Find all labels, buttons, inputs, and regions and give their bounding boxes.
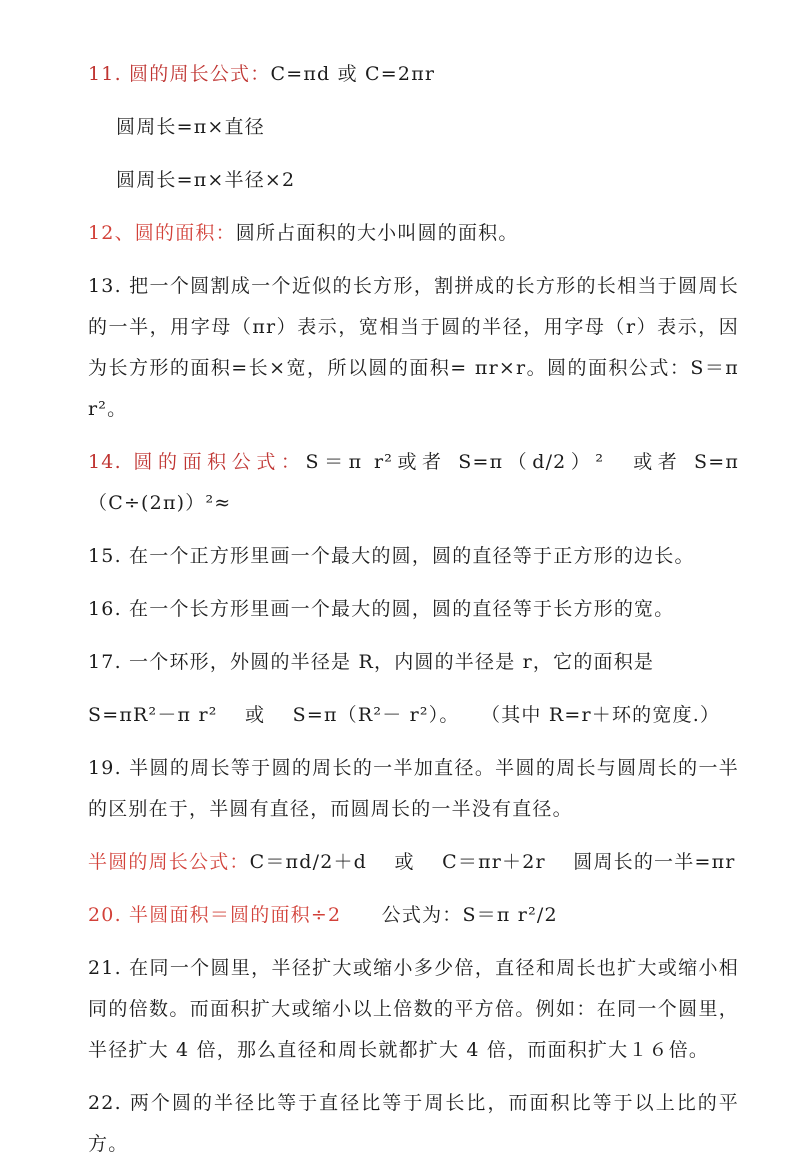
heading-text-run: 半圆的周长公式： xyxy=(88,851,250,873)
heading-text-run: 12、圆的面积： xyxy=(88,222,236,244)
body-text-run: 圆周长=π×直径 xyxy=(116,116,265,138)
body-text-run: 公式为：S＝π r²/2 xyxy=(341,904,558,926)
item-12-circle-area-definition xyxy=(88,213,739,254)
body-text-run: S＝π r²或者 S=π（d/2）² 或者 S=π（C÷(2π)）²≈ xyxy=(88,451,739,514)
document-body xyxy=(88,54,739,1165)
body-text-run: 21. 在同一个圆里，半径扩大或缩小多少倍，直径和周长也扩大或缩小相同的倍数。而面积扩大或缩小以上倍数的平方倍。例如：在同一个圆里，半径扩大 4 倍，那么直径和周长就都扩大 4 倍，而面积扩大１６倍。 xyxy=(88,957,739,1061)
item-11-sub-circumference-diameter xyxy=(88,107,739,148)
heading-text-run: 11. 圆的周长公式： xyxy=(88,63,271,85)
body-text-run: 22. 两个圆的半径比等于直径比等于周长比，而面积比等于以上比的平方。 xyxy=(88,1092,739,1155)
item-15-largest-circle-in-square xyxy=(88,536,739,577)
item-17-ring-area xyxy=(88,642,739,683)
heading-text-run: 20. 半圆面积＝圆的面积÷2 xyxy=(88,904,342,926)
heading-text-run: 14. 圆的面积公式： xyxy=(88,451,306,473)
item-11-circle-circumference-formula xyxy=(88,54,739,95)
item-11-sub-circumference-radius xyxy=(88,160,739,201)
item-13-circle-to-rectangle xyxy=(88,266,739,430)
body-text-run: C=πd 或 C=2πr xyxy=(270,63,436,85)
body-text-run: 13. 把一个圆割成一个近似的长方形，割拼成的长方形的长相当于圆周长的一半，用字母（πr）表示，宽相当于圆的半径，用字母（r）表示，因为长方形的面积=长×宽，所以圆的面积= πr×r。圆的面积公式：S＝π r²。 xyxy=(88,275,739,420)
body-text-run: 圆周长=π×半径×2 xyxy=(116,169,296,191)
item-21-scaling-circle xyxy=(88,948,739,1071)
item-20-semicircle-area xyxy=(88,895,739,936)
body-text-run: C＝πd/2＋d 或 C＝πr＋2r 圆周长的一半=πr xyxy=(249,851,736,873)
body-text-run: 圆所占面积的大小叫圆的面积。 xyxy=(235,222,519,244)
item-22-ratio-of-circles xyxy=(88,1083,739,1165)
body-text-run: 16. 在一个长方形里画一个最大的圆，圆的直径等于长方形的宽。 xyxy=(88,598,675,620)
item-19-semicircle-perimeter xyxy=(88,748,739,830)
item-16-largest-circle-in-rectangle xyxy=(88,589,739,630)
body-text-run: S=πR²－π r² 或 S=π（R²－ r²）。 （其中 R=r＋环的宽度.） xyxy=(88,704,721,726)
semicircle-perimeter-formula xyxy=(88,842,739,883)
item-17-ring-area-formula xyxy=(88,695,739,736)
body-text-run: 19. 半圆的周长等于圆的周长的一半加直径。半圆的周长与圆周长的一半的区别在于，半圆有直径，而圆周长的一半没有直径。 xyxy=(88,757,739,820)
body-text-run: 15. 在一个正方形里画一个最大的圆，圆的直径等于正方形的边长。 xyxy=(88,545,695,567)
body-text-run: 17. 一个环形，外圆的半径是 R，内圆的半径是 r，它的面积是 xyxy=(88,651,655,673)
item-14-circle-area-formula xyxy=(88,442,739,524)
